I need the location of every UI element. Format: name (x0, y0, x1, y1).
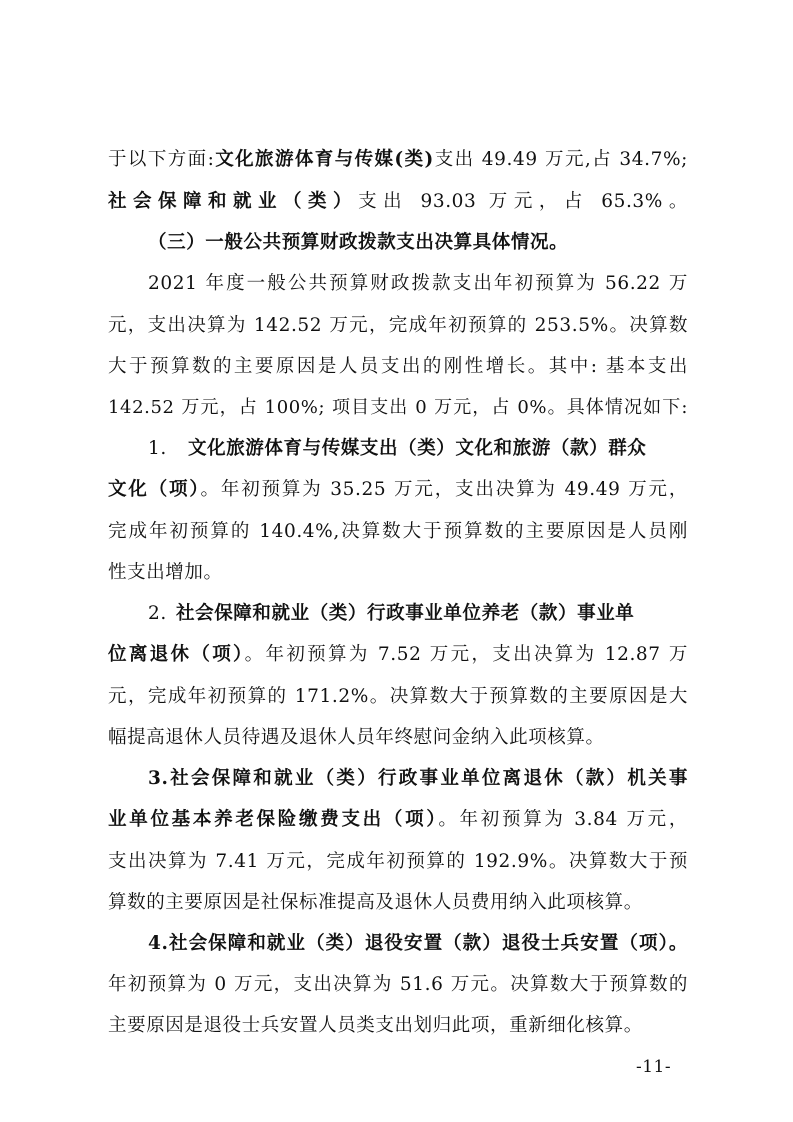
item-heading-line (148, 932, 688, 956)
body-line (108, 148, 688, 172)
bold-heading-run: 文化（项） (108, 479, 201, 500)
text-run: 2021 年度一般公共预算财政拨款支出年初预算为 56.22 万 (148, 273, 688, 294)
text-run: 。年初预算为 3.84 万元， (438, 809, 688, 830)
body-line (108, 520, 688, 544)
text-run: 。年初预算为 35.25 万元，支出决算为 49.49 万元， (200, 479, 688, 500)
bold-heading-run: 文化旅游体育与传媒支出（类）文化和旅游（款）群众 (188, 438, 647, 459)
item-heading-line (148, 437, 688, 461)
item-number: 1. (148, 438, 167, 459)
body-line (108, 396, 688, 420)
text-run: 。年初预算为 7.52 万元，支出决算为 12.87 万 (244, 644, 688, 665)
bold-heading-run: 3.社会保障和就业（类）行政事业单位离退休（款）机关事 (148, 768, 688, 789)
text-run: 年初预算为 0 万元，支出决算为 51.6 万元。决算数大于预算数的 (108, 974, 688, 995)
text-run: 完成年初预算的 140.4%,决算数大于预算数的主要原因是人员刚 (108, 521, 688, 542)
item-heading-line (148, 767, 688, 791)
text-run: 幅提高退休人员待遇及退休人员年终慰问金纳入此项核算。 (108, 727, 605, 748)
body-line (108, 314, 688, 338)
text-run: 算数的主要原因是社保标准提高及退休人员费用纳入此项核算。 (108, 892, 643, 913)
body-line (108, 561, 688, 585)
page-number: -11- (636, 1057, 672, 1077)
body-line (108, 726, 688, 750)
body-line (108, 850, 688, 874)
body-line (108, 891, 688, 915)
text-run: 142.52 万元，占 100%; 项目支出 0 万元，占 0%。具体情况如下: (108, 397, 688, 418)
text-run: 于以下方面: (108, 149, 215, 170)
body-line (148, 272, 688, 296)
body-line (108, 190, 688, 214)
text-run: 支出决算为 7.41 万元，完成年初预算的 192.9%。决算数大于预 (108, 851, 688, 872)
text-run: 元，完成年初预算的 171.2%。决算数大于预算数的主要原因是大 (108, 686, 688, 707)
bold-heading-run: 位离退休（项） (108, 644, 245, 665)
text-run: 大于预算数的主要原因是人员支出的刚性增长。其中: 基本支出 (108, 356, 688, 377)
item-number: 2. (148, 603, 167, 624)
body-line (108, 1014, 688, 1038)
body-line (108, 685, 688, 709)
text-run: 支出 49.49 万元,占 34.7%; (433, 149, 688, 170)
body-line (108, 355, 688, 379)
item-heading-line (148, 602, 688, 626)
section-heading (148, 231, 668, 255)
bold-heading-run: 业单位基本养老保险缴费支出（项） (108, 809, 439, 830)
heading-text: （三）一般公共预算财政拨款支出决算具体情况。 (148, 232, 569, 253)
body-line (108, 973, 688, 997)
text-run: 主要原因是退役士兵安置人员类支出划归此项，重新细化核算。 (108, 1015, 643, 1036)
bold-heading-run: 社会保障和就业（类） (108, 191, 359, 212)
text-run: 支出 93.03 万元，占 65.3%。 (358, 191, 688, 212)
bold-heading-run: 4.社会保障和就业（类）退役安置（款）退役士兵安置（项）。 (148, 933, 688, 954)
body-line (108, 478, 688, 502)
bold-heading-run: 社会保障和就业（类）行政事业单位养老（款）事业单 (176, 603, 635, 624)
bold-heading-run: 文化旅游体育与传媒(类) (214, 149, 434, 170)
body-line (108, 643, 688, 667)
text-run: 性支出增加。 (108, 562, 223, 583)
text-run: 元，支出决算为 142.52 万元，完成年初预算的 253.5%。决算数 (108, 315, 688, 336)
body-line (108, 808, 688, 832)
